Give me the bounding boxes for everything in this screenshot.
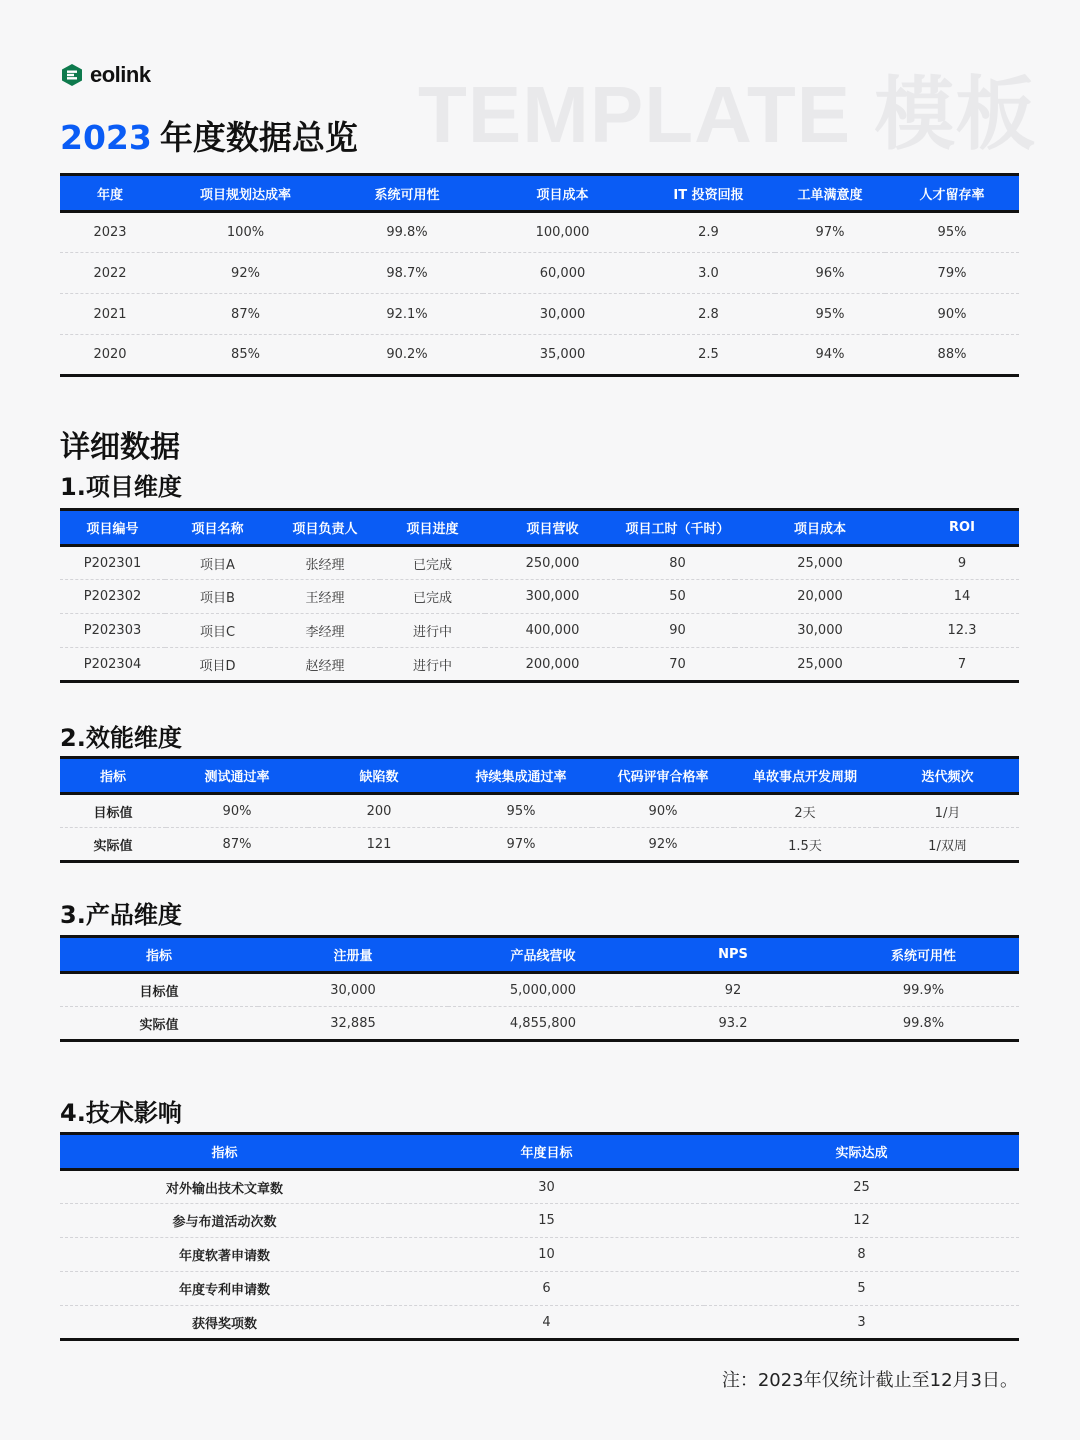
efficiency-cell: 121 [308, 828, 450, 862]
efficiency-cell: 92% [592, 828, 734, 862]
overview-cell: 79% [885, 253, 1019, 294]
tech-row-label: 获得奖项数 [60, 1306, 389, 1340]
page-title-text: 年度数据总览 [159, 118, 358, 157]
overview-header-cell: 系统可用性 [331, 175, 483, 212]
page-title-year: 2023 [60, 118, 152, 157]
overview-header-cell: 年度 [60, 175, 160, 212]
efficiency-cell: 90% [592, 794, 734, 828]
overview-body [60, 212, 1019, 376]
tech-row-label: 参与布道活动次数 [60, 1204, 389, 1238]
product-table [60, 935, 1019, 1042]
overview-table [60, 173, 1019, 377]
tech-header-row [60, 1134, 1019, 1170]
efficiency-row-label: 目标值 [60, 794, 166, 828]
tech-header-cell: 年度目标 [389, 1134, 704, 1170]
tech-cell: 5 [704, 1272, 1019, 1306]
project-table [60, 508, 1019, 683]
project-row-label: P202304 [60, 648, 165, 682]
project-cell: 进行中 [380, 614, 485, 648]
efficiency-cell: 95% [450, 794, 592, 828]
overview-header-cell: 项目规划达成率 [160, 175, 331, 212]
eolink-logo-icon [60, 63, 84, 87]
tech-cell: 25 [704, 1170, 1019, 1204]
efficiency-cell: 200 [308, 794, 450, 828]
efficiency-header-cell: 单故事点开发周期 [734, 758, 876, 794]
overview-row-label: 2023 [60, 212, 160, 253]
project-row-label: P202303 [60, 614, 165, 648]
product-header-cell: 注册量 [258, 937, 448, 973]
project-header-cell: 项目工时（千时） [620, 510, 735, 546]
project-cell: 12.3 [905, 614, 1019, 648]
efficiency-header-cell: 持续集成通过率 [450, 758, 592, 794]
overview-cell: 3.0 [642, 253, 775, 294]
overview-header-cell: 工单满意度 [775, 175, 885, 212]
product-cell: 99.9% [828, 973, 1019, 1007]
table-row [60, 294, 1019, 335]
overview-cell: 87% [160, 294, 331, 335]
tech-row-label: 对外输出技术文章数 [60, 1170, 389, 1204]
project-cell: 9 [905, 546, 1019, 580]
overview-cell: 92.1% [331, 294, 483, 335]
project-row-label: P202301 [60, 546, 165, 580]
tech-cell: 12 [704, 1204, 1019, 1238]
tech-cell: 10 [389, 1238, 704, 1272]
tech-cell: 30 [389, 1170, 704, 1204]
efficiency-cell: 97% [450, 828, 592, 862]
product-header-row [60, 937, 1019, 973]
product-header-cell: 系统可用性 [828, 937, 1019, 973]
table-row [60, 794, 1019, 828]
project-row-label: P202302 [60, 580, 165, 614]
overview-cell: 2.9 [642, 212, 775, 253]
table-row [60, 1238, 1019, 1272]
efficiency-header-cell: 缺陷数 [308, 758, 450, 794]
project-cell: 80 [620, 546, 735, 580]
table-row [60, 973, 1019, 1007]
project-cell: 李经理 [270, 614, 380, 648]
overview-cell: 98.7% [331, 253, 483, 294]
efficiency-cell: 90% [166, 794, 308, 828]
overview-cell: 88% [885, 335, 1019, 376]
tech-section-title: 4.技术影响 [60, 1099, 182, 1127]
tech-cell: 4 [389, 1306, 704, 1340]
logo [60, 62, 151, 88]
overview-cell: 94% [775, 335, 885, 376]
project-body [60, 546, 1019, 682]
project-cell: 300,000 [485, 580, 620, 614]
project-header-cell: 项目编号 [60, 510, 165, 546]
table-row [60, 828, 1019, 862]
efficiency-header-row [60, 758, 1019, 794]
overview-cell: 99.8% [331, 212, 483, 253]
project-cell: 20,000 [735, 580, 905, 614]
project-cell: 70 [620, 648, 735, 682]
project-cell: 王经理 [270, 580, 380, 614]
overview-cell: 100% [160, 212, 331, 253]
project-cell: 项目D [165, 648, 270, 682]
project-cell: 25,000 [735, 648, 905, 682]
detail-section-title: 详细数据 [60, 430, 180, 465]
overview-cell: 35,000 [483, 335, 642, 376]
project-section-title: 1.项目维度 [60, 473, 182, 501]
project-cell: 7 [905, 648, 1019, 682]
overview-cell: 100,000 [483, 212, 642, 253]
project-cell: 项目C [165, 614, 270, 648]
table-row [60, 1170, 1019, 1204]
tech-row-label: 年度专利申请数 [60, 1272, 389, 1306]
product-row-label: 实际值 [60, 1007, 258, 1041]
tech-cell: 6 [389, 1272, 704, 1306]
table-row [60, 1204, 1019, 1238]
project-cell: 50 [620, 580, 735, 614]
product-cell: 4,855,800 [448, 1007, 638, 1041]
efficiency-cell: 2天 [734, 794, 876, 828]
product-cell: 93.2 [638, 1007, 828, 1041]
overview-cell: 90% [885, 294, 1019, 335]
project-header-cell: 项目名称 [165, 510, 270, 546]
product-header-cell: 指标 [60, 937, 258, 973]
efficiency-row-label: 实际值 [60, 828, 166, 862]
project-cell: 250,000 [485, 546, 620, 580]
product-body [60, 973, 1019, 1041]
tech-body [60, 1170, 1019, 1340]
efficiency-cell: 87% [166, 828, 308, 862]
tech-table [60, 1132, 1019, 1341]
project-cell: 已完成 [380, 546, 485, 580]
project-header-cell: 项目负责人 [270, 510, 380, 546]
project-cell: 已完成 [380, 580, 485, 614]
table-row [60, 648, 1019, 682]
project-cell: 25,000 [735, 546, 905, 580]
efficiency-header-cell: 测试通过率 [166, 758, 308, 794]
overview-cell: 2.5 [642, 335, 775, 376]
logo-text: eolink [90, 62, 151, 87]
tech-cell: 15 [389, 1204, 704, 1238]
product-row-label: 目标值 [60, 973, 258, 1007]
overview-cell: 95% [885, 212, 1019, 253]
overview-cell: 92% [160, 253, 331, 294]
overview-cell: 96% [775, 253, 885, 294]
project-cell: 项目A [165, 546, 270, 580]
overview-cell: 60,000 [483, 253, 642, 294]
project-header-cell: 项目进度 [380, 510, 485, 546]
overview-cell: 90.2% [331, 335, 483, 376]
overview-cell: 2.8 [642, 294, 775, 335]
overview-cell: 30,000 [483, 294, 642, 335]
product-header-cell: NPS [638, 937, 828, 973]
table-row [60, 614, 1019, 648]
efficiency-cell: 1/双周 [876, 828, 1019, 862]
project-cell: 张经理 [270, 546, 380, 580]
efficiency-header-cell: 指标 [60, 758, 166, 794]
efficiency-body [60, 794, 1019, 862]
project-cell: 30,000 [735, 614, 905, 648]
page-title [60, 112, 358, 159]
project-header-cell: ROI [905, 510, 1019, 546]
tech-header-cell: 实际达成 [704, 1134, 1019, 1170]
overview-row-label: 2022 [60, 253, 160, 294]
tech-cell: 3 [704, 1306, 1019, 1340]
project-cell: 200,000 [485, 648, 620, 682]
efficiency-header-cell: 迭代频次 [876, 758, 1019, 794]
efficiency-cell: 1/月 [876, 794, 1019, 828]
overview-header-cell: 人才留存率 [885, 175, 1019, 212]
watermark: TEMPLATE 模板 [418, 70, 1037, 159]
project-cell: 14 [905, 580, 1019, 614]
project-cell: 90 [620, 614, 735, 648]
product-cell: 5,000,000 [448, 973, 638, 1007]
table-row [60, 253, 1019, 294]
table-row [60, 1272, 1019, 1306]
table-row [60, 335, 1019, 376]
overview-row-label: 2020 [60, 335, 160, 376]
product-header-cell: 产品线营收 [448, 937, 638, 973]
table-row [60, 546, 1019, 580]
table-row [60, 212, 1019, 253]
tech-row-label: 年度软著申请数 [60, 1238, 389, 1272]
efficiency-table [60, 756, 1019, 863]
project-cell: 400,000 [485, 614, 620, 648]
product-section-title: 3.产品维度 [60, 901, 182, 929]
efficiency-cell: 1.5天 [734, 828, 876, 862]
product-cell: 32,885 [258, 1007, 448, 1041]
overview-header-cell: 项目成本 [483, 175, 642, 212]
product-cell: 92 [638, 973, 828, 1007]
project-header-row [60, 510, 1019, 546]
efficiency-header-cell: 代码评审合格率 [592, 758, 734, 794]
product-cell: 30,000 [258, 973, 448, 1007]
overview-cell: 95% [775, 294, 885, 335]
table-row [60, 580, 1019, 614]
efficiency-section-title: 2.效能维度 [60, 724, 182, 752]
footnote: 注：2023年仅统计截止至12月3日。 [721, 1370, 1018, 1391]
overview-header-cell: IT 投资回报 [642, 175, 775, 212]
table-row [60, 1007, 1019, 1041]
overview-cell: 85% [160, 335, 331, 376]
tech-header-cell: 指标 [60, 1134, 389, 1170]
project-cell: 进行中 [380, 648, 485, 682]
tech-cell: 8 [704, 1238, 1019, 1272]
table-row [60, 1306, 1019, 1340]
overview-cell: 97% [775, 212, 885, 253]
project-header-cell: 项目成本 [735, 510, 905, 546]
project-cell: 赵经理 [270, 648, 380, 682]
overview-header-row [60, 175, 1019, 212]
project-header-cell: 项目营收 [485, 510, 620, 546]
project-cell: 项目B [165, 580, 270, 614]
overview-row-label: 2021 [60, 294, 160, 335]
product-cell: 99.8% [828, 1007, 1019, 1041]
